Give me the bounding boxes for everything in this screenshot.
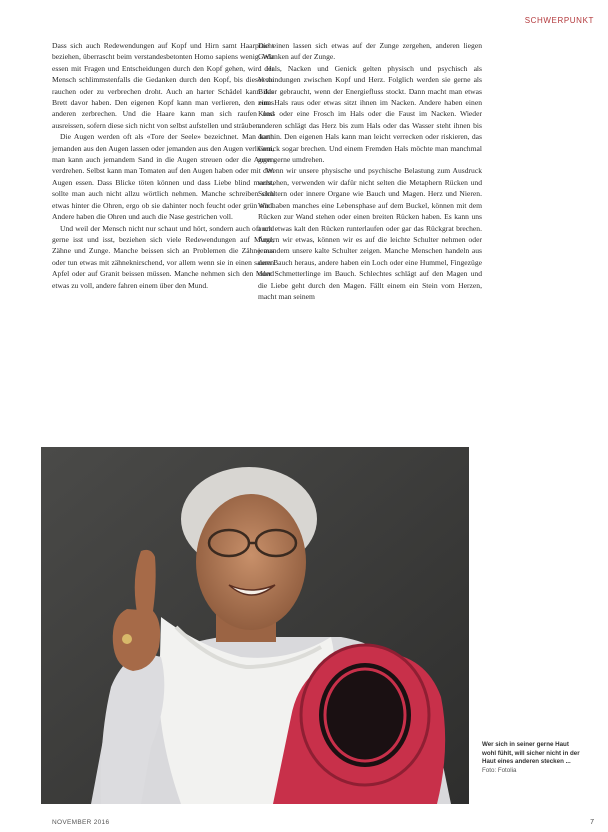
right-column: [258, 40, 482, 302]
page-number: 7: [590, 819, 594, 826]
photo-credit: Foto: Fotolia: [482, 766, 517, 774]
section-label: SCHWERPUNKT: [524, 16, 594, 25]
issue-label: NOVEMBER 2016: [52, 819, 110, 826]
caption-text: Wer sich in seiner gerne Haut wohl fühlt, will sicher nicht in der Haut eines anderen stecken ...: [482, 741, 580, 766]
paragraph: Dass sich auch Redewendungen auf Kopf und Hirn samt Haarpracht beziehen, überrascht beim verstandesbetonten Homo sapiens wenig. Wir essen mit Fragen und Entscheidungen durch den Kopf gehen, wird der Mensch schlimmstenfalls die Gedanken durch den Kopf, bis dieser zu rauchen oder zu verbrechen droht. Auch an harter Schädel kann das Brett davor haben. Den eigenen Kopf kann man verlieren, den eines anderen zerbrechen. Und die Haare kann man sich raufen und ausreissen, sofern diese sich nicht von selbst aufstellen und sträuben.: [52, 41, 274, 130]
paragraph: Wenn wir unsere physische und psychische Belastung zum Ausdruck verstehen, verwenden wir dafür nicht selten die Metaphern Rücken und Schultern oder innere Organe wie Bauch und Magen. Herz und Nieren. Wir haben manches eine Lebensphase auf dem Buckel, können mit dem Rücken zur Wand stehen oder einen breiten Rücken haben. Es kann uns auch etwas kalt den Rücken runterlaufen oder gar das Rückgrat brechen. Ärgern wir etwas, können wir es auf die leichte Schulter nehmen oder jemandem unsere kalte Schulter zeigen. Manche Menschen handeln aus dem Bauch heraus, andere haben ein Loch oder eine Hummel, Fingezüge oder Schmetterlinge im Bauch. Schlechtes schlägt auf den Magen und die Liebe geht durch den Magen. Fällt einem ein Stein vom Herzen, macht man seinem: [258, 166, 482, 301]
paragraph: Hals, Nacken und Genick gelten physisch und psychisch als Verbindungen zwischen Kopf und Herz. Folglich werden sie gerne als Bilder gebraucht, wenn der Energiefluss stockt. Dann macht man etwas zum Hals raus oder etwas sitzt ihnen im Nacken. Andere haben einen Kloss oder eine Frosch im Hals oder die Faust im Nacken. Wieder anderen schlägt das Herz bis zum Hals oder das Wasser steht ihnen bis dorthin. Den eigenen Hals kann man leicht verrecken oder riskieren, das Genick sogar brechen. Und einem Fremden Hals möchte man manchmal gern gerne umdrehen.: [258, 63, 482, 165]
paragraph: Die Augen werden oft als «Tore der Seele» bezeichnet. Man kann jemanden aus den Augen lassen oder jemanden aus den Augen verlieren, man kann auch jemandem Sand in die Augen streuen oder die Augen verdrehen. Selbst kann man Tomaten auf den Augen haben oder mit den Augen essen. Dass Blicke töten können und dass Liebe blind macht, sollte man auch nicht allzu wörtlich nehmen. Manche schreiben sich etwas hinter die Ohren, ergo ob sie dahinter noch feucht oder grün sind. Andere haben die Ohren und auch die Nase gestrichen voll.: [52, 132, 274, 222]
article-photo: [41, 447, 469, 804]
photo-caption: [482, 741, 582, 775]
paragraph: Und weil der Mensch nicht nur schaut und hört, sondern auch oft und gerne isst und isst, beziehen sich viele Redewendungen auf Mund, Zähne und Zunge. Manche beissen sich an Problemen die Zähne aus oder tun etwas mit zähneknirschend, vor allem wenn sie in einen sauren Apfel oder auf Granit beissen müssen. Manche nehmen sich den Mund etwas zu voll, andere fahren einem über den Mund.: [52, 223, 274, 290]
paragraph: Die einen lassen sich etwas auf der Zunge zergehen, anderen liegen Gedanken auf der Zunge.: [258, 41, 482, 62]
left-column: [52, 40, 274, 291]
